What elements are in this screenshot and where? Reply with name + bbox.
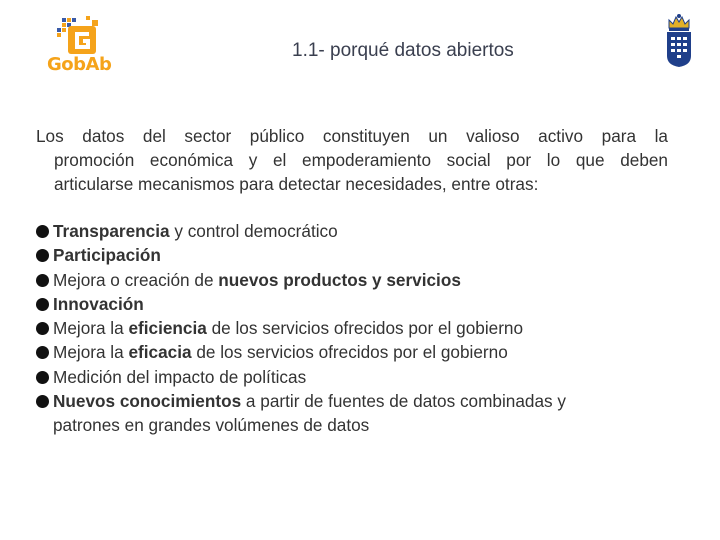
intro-paragraph [36, 124, 668, 196]
list-item: Medición del impacto de políticas [36, 365, 666, 389]
bullet-icon [36, 395, 49, 408]
bullet-icon [36, 225, 49, 238]
list-item: Nuevos conocimientos a partir de fuentes de datos combinadas y patrones en grandes volúmenes de datos [36, 389, 666, 438]
list-item: Mejora la eficiencia de los servicios ofrecidos por el gobierno [36, 316, 666, 340]
intro-line-2: promoción económica y el empoderamiento social por lo que deben [54, 150, 668, 170]
list-item: Mejora o creación de nuevos productos y servicios [36, 268, 666, 292]
list-item: Transparencia y control democrático [36, 219, 666, 243]
canarias-crest-icon [664, 12, 694, 68]
gobab-logo-icon [44, 14, 114, 78]
intro-line-3: articularse mecanismos para detectar necesidades, entre otras: [54, 174, 539, 194]
bullet-icon [36, 322, 49, 335]
list-item: Mejora la eficacia de los servicios ofrecidos por el gobierno [36, 340, 666, 364]
bullet-list [36, 219, 666, 438]
list-item: Innovación [36, 292, 666, 316]
bullet-icon [36, 249, 49, 262]
bullet-icon [36, 371, 49, 384]
intro-line-1: Los datos del sector público constituyen un valioso activo para la [36, 126, 668, 146]
bullet-icon [36, 274, 49, 287]
list-item: Participación [36, 243, 666, 267]
bullet-icon [36, 298, 49, 311]
page-title: 1.1- porqué datos abiertos [292, 40, 514, 61]
logo-text: GobAb [47, 54, 112, 75]
bullet-icon [36, 346, 49, 359]
